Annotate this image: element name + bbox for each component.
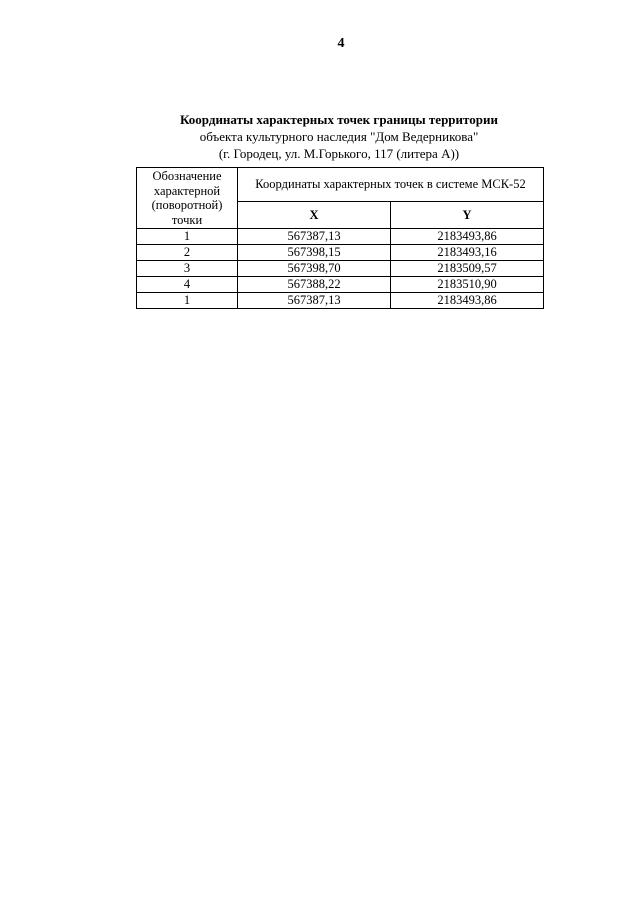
table-row [137,277,544,293]
x-cell: 567398,15 [238,245,391,261]
y-cell: 2183493,86 [391,229,544,245]
y-cell: 2183509,57 [391,261,544,277]
coordinates-table [136,167,544,309]
coordinates-group-header: Координаты характерных точек в системе МСК-52 [238,168,544,202]
x-cell: 567398,70 [238,261,391,277]
x-cell: 567388,22 [238,277,391,293]
heading-address: (г. Городец, ул. М.Горького, 117 (литера А)) [218,146,460,161]
point-cell: 3 [137,261,238,277]
point-cell: 1 [137,229,238,245]
x-cell: 567387,13 [238,293,391,309]
x-column-header: X [238,202,391,229]
point-cell: 1 [137,293,238,309]
heading-title: Координаты характерных точек границы территории [180,112,498,127]
table-row [137,293,544,309]
table-row [137,245,544,261]
y-cell: 2183493,16 [391,245,544,261]
page-number: 4 [337,36,345,51]
table-row [137,261,544,277]
y-cell: 2183493,86 [391,293,544,309]
y-cell: 2183510,90 [391,277,544,293]
coordinates-table-body [137,229,544,309]
document-heading [0,111,640,162]
point-cell: 2 [137,245,238,261]
y-column-header: Y [391,202,544,229]
heading-object-name: объекта культурного наследия "Дом Ведерникова" [199,129,479,144]
table-row [137,229,544,245]
point-label-header: Обозначение характерной (поворотной) точки [137,168,238,229]
x-cell: 567387,13 [238,229,391,245]
point-cell: 4 [137,277,238,293]
